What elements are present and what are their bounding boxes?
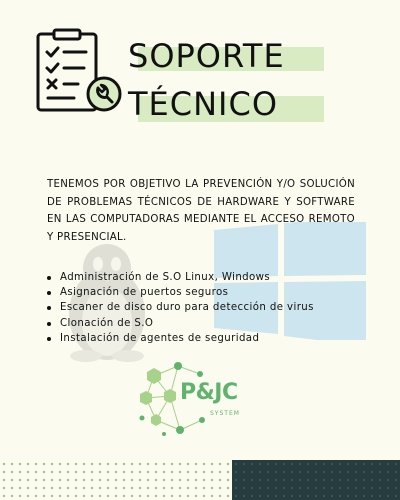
- title-line-1: SOPORTE: [128, 36, 285, 76]
- list-item: Instalación de agentes de seguridad: [46, 331, 314, 346]
- brand-subtitle: SYSTEM: [210, 410, 240, 417]
- list-item: Clonación de S.O: [46, 316, 314, 331]
- brand-name: P&JC: [180, 380, 238, 405]
- footer-dot-pattern: [0, 460, 232, 500]
- list-item: Administración de S.O Linux, Windows: [46, 270, 314, 285]
- page-title: [128, 36, 285, 124]
- clipboard-checklist-wrench-icon: [34, 28, 126, 116]
- footer-dark-block: [232, 460, 400, 500]
- description-text: TENEMOS POR OBJETIVO LA PREVENCIÓN Y/O SOLUCIÓN DE PROBLEMAS TÉCNICOS DE HARDWARE Y SOFTWARE EN LAS COMPUTADORAS MEDIANTE EL ACCESO REMOTO Y PRESENCIAL.: [47, 179, 355, 243]
- title-line-2: TÉCNICO: [128, 84, 285, 124]
- services-list: [46, 270, 314, 346]
- brand-logo: [134, 358, 264, 438]
- list-item: Escaner de disco duro para detección de virus: [46, 300, 314, 315]
- list-item: Asignación de puertos seguros: [46, 285, 314, 300]
